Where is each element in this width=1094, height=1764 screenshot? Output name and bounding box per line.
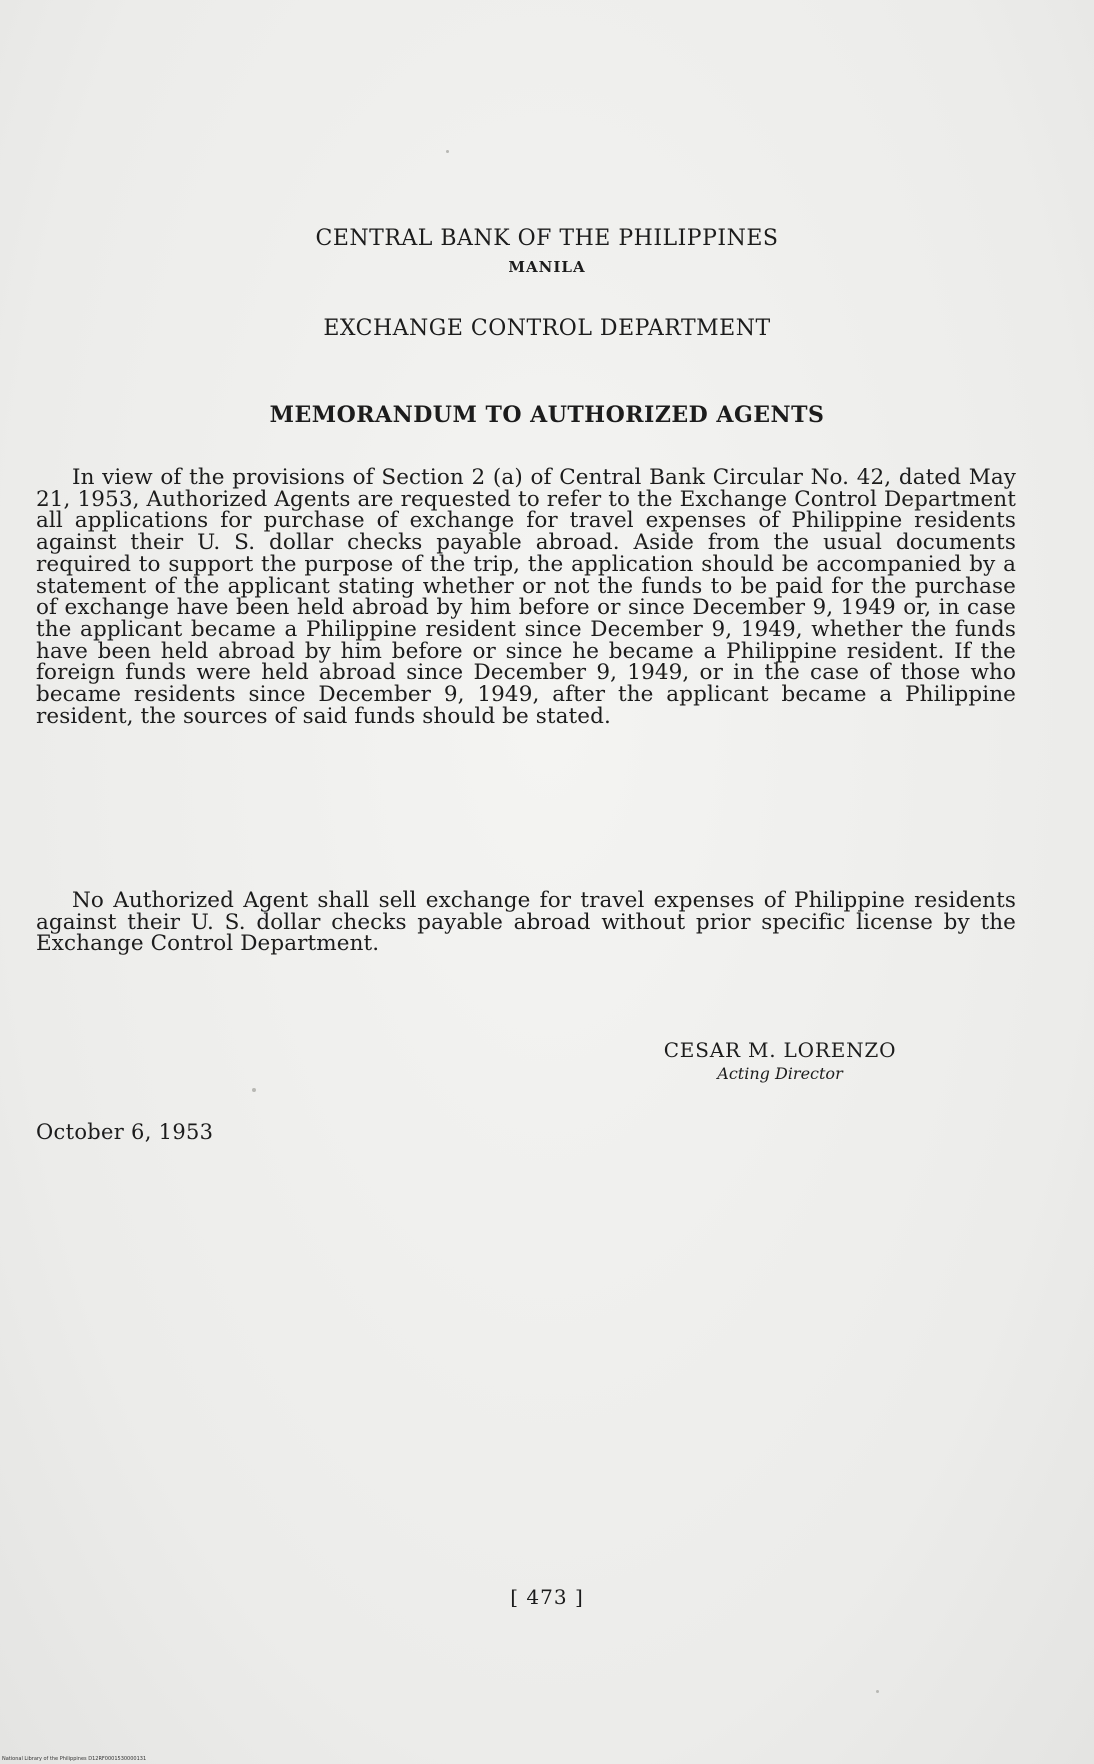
signatory-name: CESAR M. LORENZO [663,1038,897,1062]
scan-credit: National Library of the Philippines D12RF0001530000131 [2,1756,147,1762]
paper-speck [252,1088,256,1092]
memo-title: MEMORANDUM TO AUTHORIZED AGENTS [269,402,825,428]
memo-paragraph-1: In view of the provisions of Section 2 (a) of Central Bank Circular No. 42, dated May 21, 1953, Authorized Agents are requested to refer to the Exchange Control Department all applications for purchase of exchange for travel expenses of Philippine residents against their U. S. dollar checks payable abroad. Aside from the usual documents required to support the purpose of the trip, the application should be accompanied by a statement of the applicant stating whether or not the funds to be paid for the purchase of exchange have been held abroad by him before or since December 9, 1949 or, in case the applicant became a Philippine resident since December 9, 1949, whether the funds have been held abroad by him before or since he became a Philippine resident. If the foreign funds were held abroad since December 9, 1949, or in the case of those who became residents since December 9, 1949, after the applicant became a Philippine resident, the sources of said funds should be stated. [36,465,1016,729]
department-heading: EXCHANGE CONTROL DEPARTMENT [323,316,771,341]
signatory-title: Acting Director [717,1064,843,1083]
city-subheading: MANILA [508,258,586,276]
signature-block [620,1038,940,1083]
organization-heading: CENTRAL BANK OF THE PHILIPPINES [315,226,779,251]
paper-speck [446,150,449,153]
page-number: [ 473 ] [510,1585,584,1609]
memo-paragraph-2: No Authorized Agent shall sell exchange for travel expenses of Philippine residents against their U. S. dollar checks payable abroad without prior specific license by the Exchange Control Department. [36,888,1016,957]
memo-date: October 6, 1953 [36,1120,214,1144]
paper-speck [876,1690,879,1693]
